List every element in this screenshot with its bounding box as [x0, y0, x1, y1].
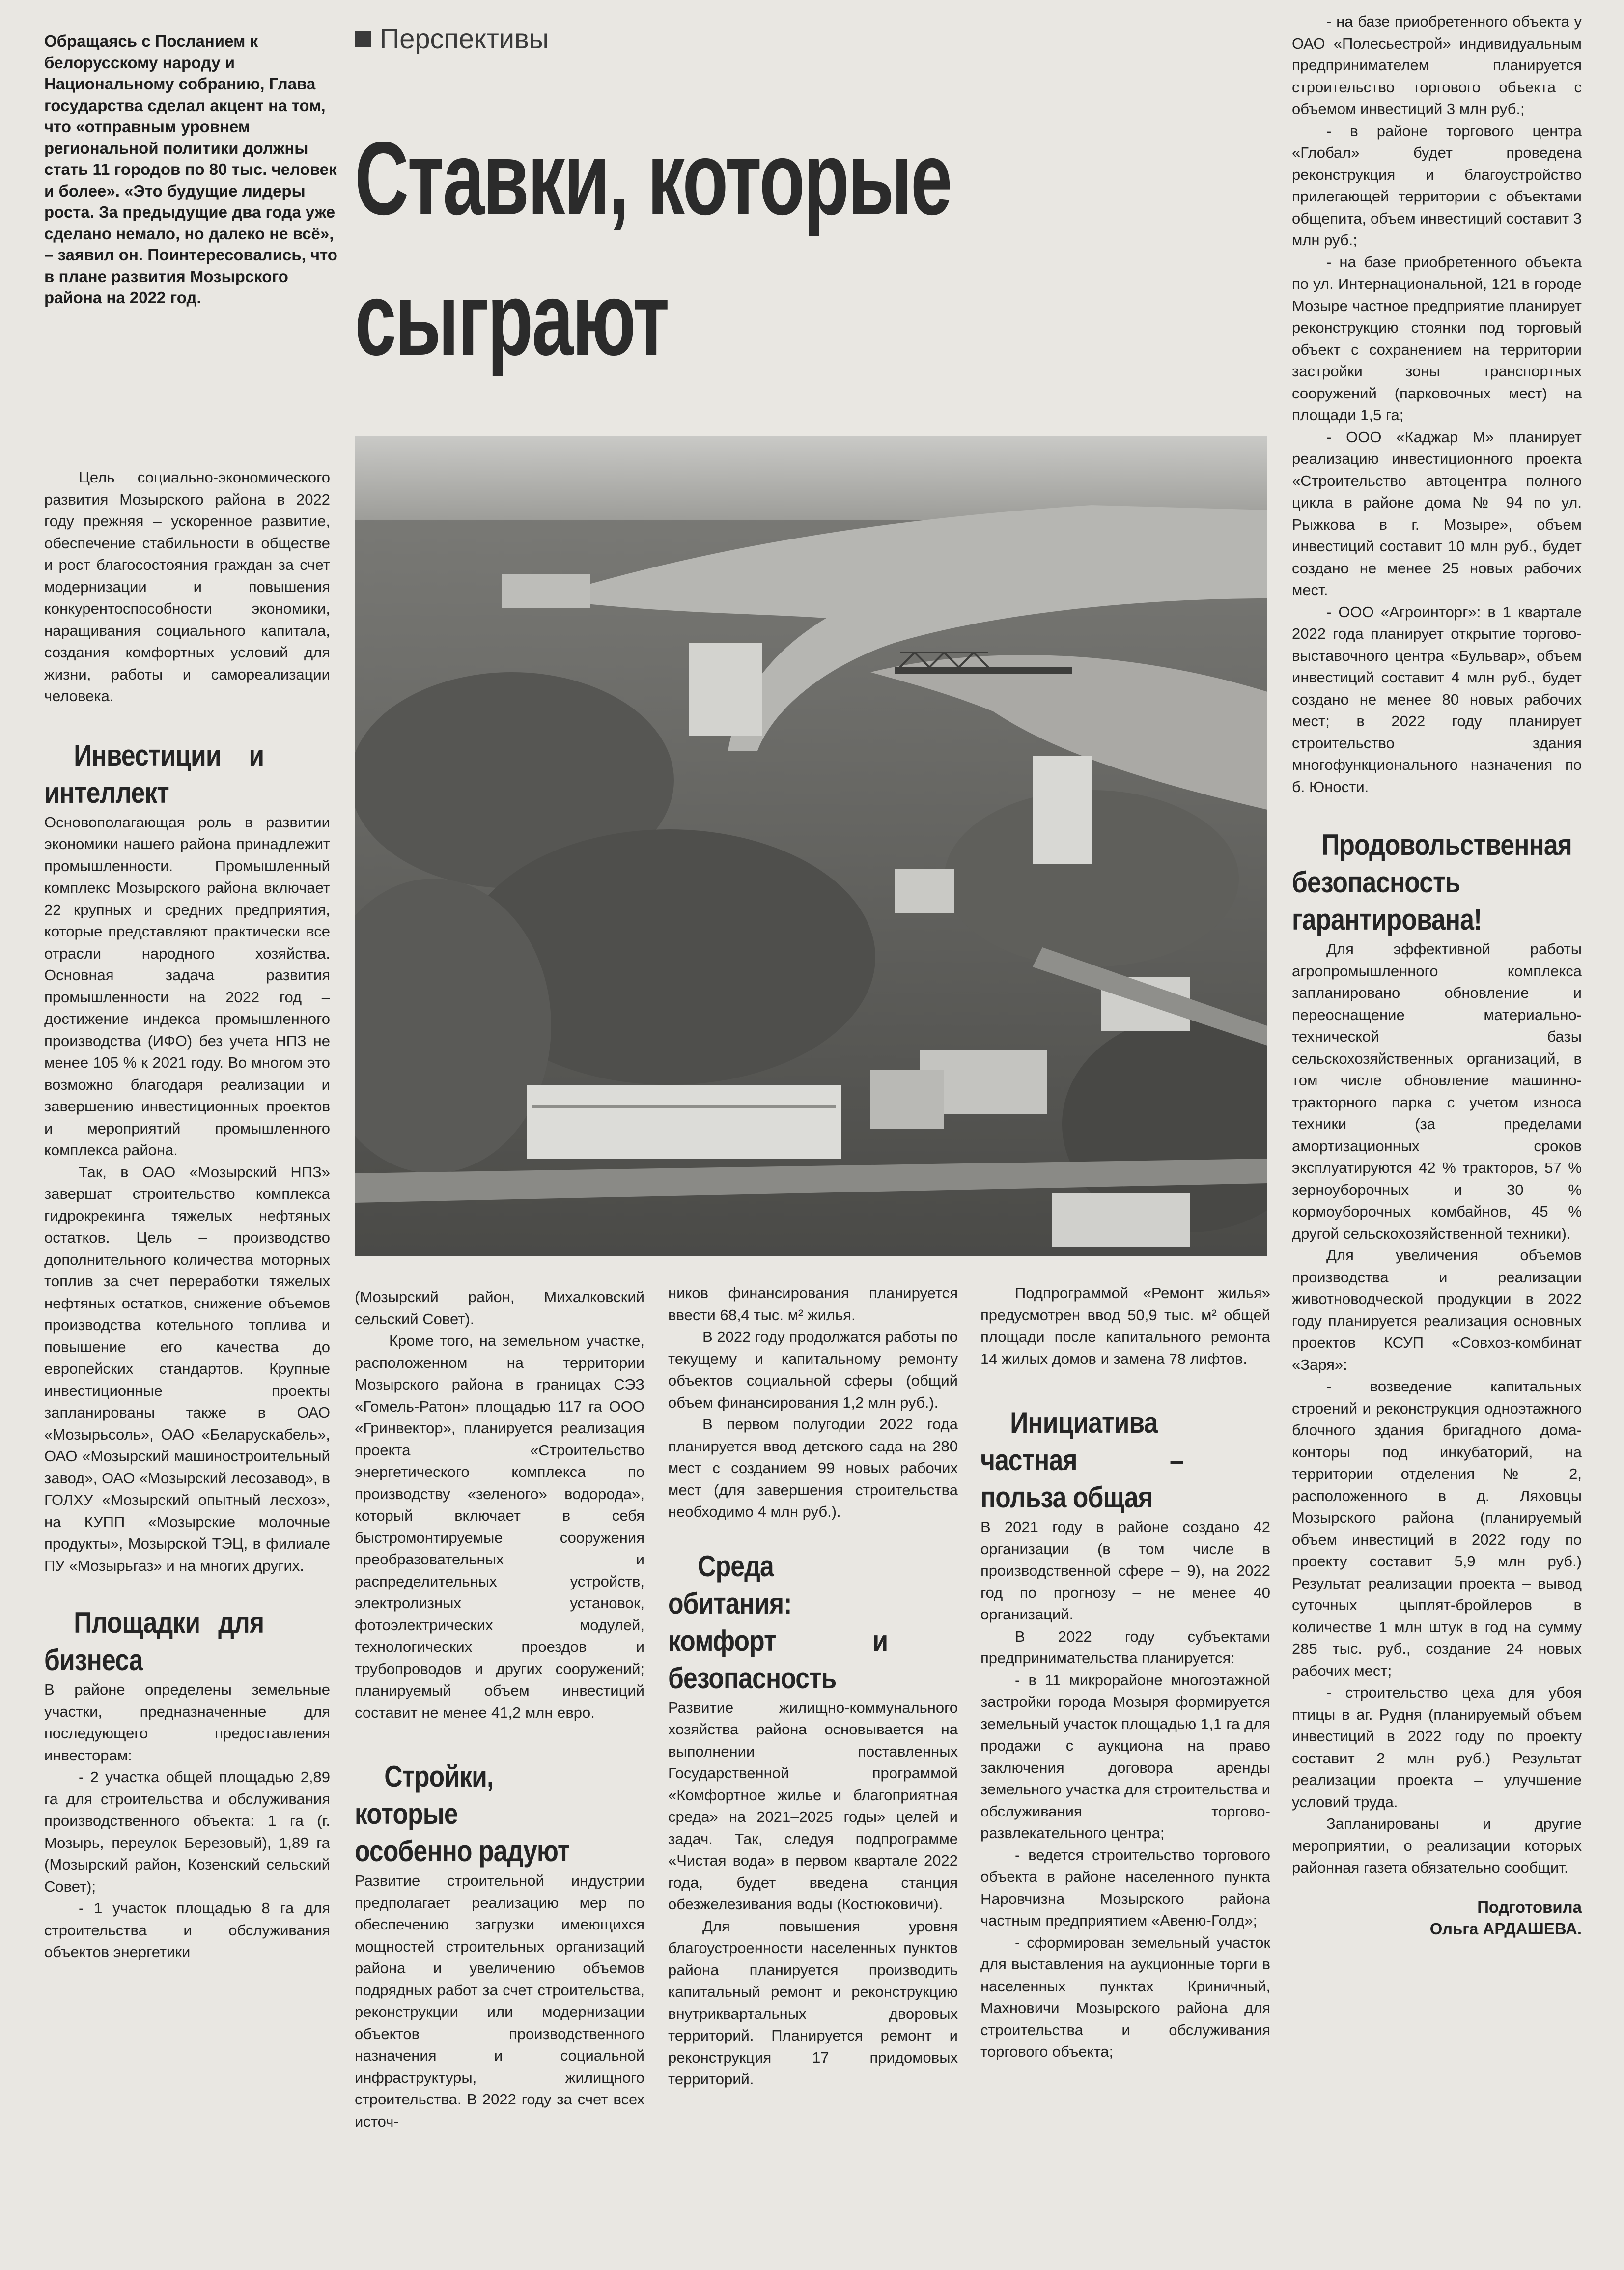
paragraph: В 2022 году субъектами предпринимательства планируется:: [980, 1627, 1270, 1667]
column-1: [44, 467, 330, 1963]
paragraph: (Мозырский район, Михалковский сельский Совет).: [355, 1288, 644, 1328]
intro-paragraph: Цель социально-экономического развития Мозырского района в 2022 году прежняя – ускоренное развитие, обеспечение стабильности в обществе и рост благосостояния граждан за счет модернизации и повышения конкурентоспособности экономики, наращивания социального капитала, создания комфортных условий для жизни, работы и самореализации человека.: [44, 469, 330, 705]
aerial-photo-illustration: [355, 436, 1267, 1256]
paragraph: Так, в ОАО «Мозырский НПЗ» завершат строительство комплекса гидрокрекинга тяжелых нефтяных остатков. Цель – производство дополнительного количества моторных топлив за счет переработки тяжелых нефтяных остатков, снижение объемов производства котельного топлива и повышение его качества до европейских стандартов. Крупные инвестиционные проекты запланированы также в ОАО «Мозырьсоль», ОАО «Беларускабель», ОАО «Мозырский машиностроительный завод», ОАО «Мозырский лесозавод», в ГОЛХУ «Мозырский опытный лесхоз», на КУПП «Мозырские молочные продукты», Мозырской ТЭЦ, в филиале ПУ «Мозырьгаз» и на многих других.: [44, 1163, 330, 1574]
paragraph: - в районе торгового центра «Глобал» будет проведена реконструкция и благоустройство прилегающей территории с объектами общепита, объем инвестиций составит 3 млн руб.;: [1292, 122, 1582, 249]
paragraph: В районе определены земельные участки, предназначенные для последующего предоставления инвесторам:: [44, 1681, 330, 1764]
paragraph: В 2022 году продолжатся работы по текущему и капитальному ремонту объектов социальной сферы (общий объем финансирования 1,2 млн руб.).: [668, 1328, 958, 1411]
signature-label: Подготовила: [1477, 1898, 1582, 1916]
subhead-sites: Площадки для бизнеса: [44, 1606, 264, 1676]
paragraph: В первом полугодии 2022 года планируется ввод детского сада на 280 мест с созданием 99 новых рабочих мест (для завершения строительства необходимо 4 млн руб.).: [668, 1416, 958, 1520]
headline: Ставки, которые сыграют: [355, 120, 951, 377]
rubric-label: Перспективы: [380, 23, 549, 54]
signature: [1292, 1897, 1582, 1940]
subhead-investments: Инвестиции и интеллект: [44, 738, 264, 809]
paragraph: - на базе приобретенного объекта у ОАО «Полесьестрой» индивидуальным предпринимателем планируется строительство торгового объекта с объемом инвестиций 3 млн руб.;: [1292, 13, 1582, 117]
paragraph: Запланированы и другие мероприятии, о реализации которых районная газета обязательно сообщит.: [1292, 1815, 1582, 1876]
lead-paragraph: Обращаясь с Посланием к белорусскому народу и Национальному собранию, Глава государства сделал акцент на том, что «отправным уровнем региональной политики должны стать 11 городов по 80 тыс. человек и более». «Это будущие лидеры роста. За предыдущие два года уже сделано немало, но далеко не всё», – заявил он. Поинтересовались, что в плане развития Мозырского района на 2022 год.: [44, 32, 337, 307]
rubric: [355, 23, 549, 55]
paragraph: - ООО «Агроинторг»: в 1 квартале 2022 года планирует открытие торгово-выставочного центра «Бульвар», объем инвестиций составит 4 млн руб., будет создано не менее 80 новых рабочих мест; в 2022 году планирует строительство здания многофункционального назначения по б. Юности.: [1292, 603, 1582, 795]
paragraph: ников финансирования планируется ввести 68,4 тыс. м² жилья.: [668, 1284, 958, 1324]
subhead-private-initiative: Инициатива частная – польза общая: [980, 1406, 1183, 1514]
column-2: [355, 1286, 644, 2132]
aerial-city-photo: [355, 436, 1267, 1256]
paragraph: - сформирован земельный участок для выставления на аукционные торги в населенных пунктах Криничный, Махновичи Мозырского района для строительства и обслуживания торгового объекта;: [980, 1933, 1270, 2060]
paragraph: Развитие строительной индустрии предполагает реализацию мер по обеспечению загрузки имеющихся мощностей строительных организаций района и увеличению объемов подрядных работ за счет строительства, реконструкции или модернизации объектов производственного назначения и социальной инфраструктуры, жилищного строительства. В 2022 году за счет всех источ-: [355, 1872, 644, 2130]
paragraph: Развитие жилищно-коммунального хозяйства района основывается на выполнении поставленных Государственной программой «Комфортное жилье и благоприятная среда» на 2021–2025 годы» целей и задач. Так, следуя подпрограмме «Чистая вода» в первом квартале 2022 года, будет введена станция обезжелезивания воды (Костюковичи).: [668, 1699, 958, 1913]
subhead-environment: Среда обитания: комфорт и безопасность: [668, 1549, 888, 1695]
column-5: [1292, 11, 1582, 1940]
paragraph: - возведение капитальных строений и реконструкция одноэтажного блочного здания бригадного дома-конторы под инкубаторий, на территории отделения № 2, расположенного в д. Ляховцы Мозырского района (планируемый объем инвестиций в 2022 году по проекту составит 5,9 млн руб.) Результат реализации проекта – вывод суточных цыплят-бройлеров в количестве 1 млн штук в год на сумму 285 тыс. руб., создание 24 новых рабочих мест;: [1292, 1378, 1582, 1679]
subhead-construction: Стройки, которые особенно радуют: [355, 1760, 570, 1868]
paragraph: - строительство цеха для убоя птицы в аг. Рудня (планируемый объем инвестиций в 2022 году по проекту составит 2 млн руб.) Результат реализации проекта – улучшение условий труда.: [1292, 1684, 1582, 1811]
paragraph: Кроме того, на земельном участке, расположенном на территории Мозырского района в границах СЭЗ «Гомель-Ратон» площадью 117 га ООО «Гринвектор», планируется реализация проекта «Строительство энергетического комплекса по производству «зеленого» водорода», который включает в себя быстромонтируемые сооружения преобразовательных и распределительных устройств, электролизных установок, фотоэлектрических модулей, технологических проездов и трубопроводов и других сооружений; планируемый объем инвестиций составит не менее 41,2 млн евро.: [355, 1332, 644, 1721]
paragraph: Подпрограммой «Ремонт жилья» предусмотрен ввод 50,9 тыс. м² общей площади после капитального ремонта 14 жилых домов и замена 78 лифтов.: [980, 1284, 1270, 1367]
column-4: [980, 1282, 1270, 2063]
rubric-square-icon: [355, 31, 371, 47]
paragraph: - ООО «Каджар М» планирует реализацию инвестиционного проекта «Строительство автоцентра полного цикла в районе дома № 94 по ул. Рыжкова в г. Мозыре», объем инвестиций составит 10 млн руб., будет создано не менее 25 новых рабочих мест.: [1292, 428, 1582, 598]
paragraph: Для эффективной работы агропромышленного комплекса запланировано обновление и переоснащение материально-технической базы сельскохозяйственных организаций, в том числе обновление машинно-тракторного парка с учетом износа техники (за пределами амортизационных сроков эксплуатируются 42 % тракторов, 57 % зерноуборочных и 30 % кормоуборочных комбайнов, 45 % другой сельскохозяйственной техники).: [1292, 940, 1582, 1242]
paragraph: - ведется строительство торгового объекта в районе населенного пункта Наровчизна Мозырского района частным предприятием «Авеню-Голд»;: [980, 1846, 1270, 1929]
column-3: [668, 1282, 958, 2091]
paragraph: Основополагающая роль в развитии экономики нашего района принадлежит промышленности. Промышленный комплекс Мозырского района включает 22 крупных и средних предприятия, которые представляют практически все отрасли народного хозяйства. Основная задача развития промышленности на 2022 год – достижение индекса промышленного производства (ИФО) без учета НПЗ не менее 105 % к 2021 году. Во многом это возможно благодаря реализации и завершению инвестиционных проектов и мероприятий промышленного комплекса района.: [44, 813, 330, 1159]
paragraph: Для повышения уровня благоустроенности населенных пунктов района планируется производить капитальный ремонт и реконструкцию внутриквартальных дворовых территорий. Планируется ремонт и реконструкция 17 придомовых территорий.: [668, 1917, 958, 2088]
subhead-food-security: Продовольственная безопасность гарантирована!: [1292, 828, 1572, 936]
paragraph: - на базе приобретенного объекта по ул. Интернациональной, 121 в городе Мозыре частное предприятие планирует реконструкцию стоянки под торговый объект с сохранением на территории застройки зоны транспортных сооружений (парковочных мест) на площади 1,5 га;: [1292, 253, 1582, 424]
paragraph: В 2021 году в районе создано 42 организации (в том числе в производственной сфере – 9), на 2022 год по прогнозу – не менее 40 организаций.: [980, 1518, 1270, 1623]
author-name: Ольга АРДАШЕВА.: [1429, 1919, 1582, 1938]
paragraph: Для увеличения объемов производства и реализации животноводческой продукции в 2022 году планируется реализация основных проектов КСУП «Совхоз-комбинат «Заря»:: [1292, 1247, 1582, 1373]
paragraph: - 2 участка общей площадью 2,89 га для строительства и обслуживания производственного объекта: 1 га (г. Мозырь, переулок Березовый), 1,89 га (Мозырский район, Козенский сельский Совет);: [44, 1768, 330, 1895]
paragraph: - 1 участок площадью 8 га для строительства и обслуживания объектов энергетики: [44, 1900, 330, 1960]
paragraph: - в 11 микрорайоне многоэтажной застройки города Мозыря формируется земельный участок площадью 1,1 га для продажи с аукциона на право заключения договора аренды земельного участка для строительства и обслуживания торгово-развлекательного центра;: [980, 1671, 1270, 1842]
